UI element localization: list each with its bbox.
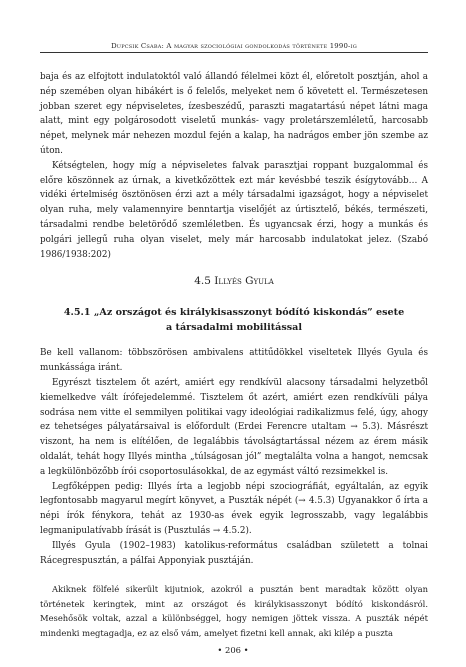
running-head: Dupcsik Csaba: A magyar szociológiai gondolkodás története 1990-ig — [40, 41, 428, 53]
paragraph-spacer — [40, 568, 428, 582]
subsection-title — [40, 305, 428, 335]
body-paragraph: Illyés Gyula (1902–1983) katolikus-református családban született a tolnai Rácegrespusztán, a pálfai Apponyiak pusztáján. — [40, 540, 428, 566]
subsection-title-line: a társadalmi mobilitással — [165, 322, 303, 334]
body-paragraph: Egyrészt tisztelem őt azért, amiért egy rendkívül alacsony társadalmi helyzetből kiemelkedve vált írófejedelemmé. Tisztelem őt azért, amiért ezen rendkívüli pálya sodrása nem vitte el semmilyen politikai vagy ideológiai radikalizmus felé, úgy, ahogy ez tehetséges pályatársaival is előfordult (Erdei Ferencre utaltam → 5.3). Másrészt viszont, ha nem is elítélően, de legalábbis távolságtartással nézem az érem másik oldalát, tehát hogy Illyés mintha „túlságosan jól” megtalálta volna a hangot, nemcsak a legkülönbözőbb írói csoportosulásokkal, de az egymást váltó rezsimekkel is. — [40, 377, 428, 477]
section-title: 4.5 Illyés Gyula — [194, 275, 274, 288]
body-paragraph: Kétségtelen, hogy míg a népviseletes falvak parasztjai roppant buzgalommal és előre köszönnek az úrnak, a kivetkőzöttek ezt már kevésbbé teszik ésígytovább… A vidéki értelmiség ösztönösen érzi azt a mély társadalmi igazságot, hogy a népviselet olyan ruha, mely valamennyire benntartja viselőjét az úrtisztelő, békés, természeti, társadalmi rendbe beletörődő szemléletben. És ugyancsak érzi, hogy a munkás és polgári jellegű ruha olyan viselet, mely már harcosabb indulatokat jelez. (Szabó 1986/1938:202) — [40, 160, 428, 260]
body-paragraph: baja és az elfojtott indulatoktól való állandó félelmei közt él, előretolt posztján, ahol a nép szemében olyan hibákért is ő felelős, melyeket nem ő követett el. Természetesen jobban szeret egy népviseletes, ízesbeszédű, paraszti magatartású népet látni maga alatt, mint egy polgárosodott viseletű munkás- vagy proletárszemléletű, harcosabb népet, melynek már nehezen mozdul fején a kalap, ha nadrágos ember jön szembe az úton. — [40, 72, 428, 156]
body-paragraph: Legfőképpen pedig: Illyés írta a legjobb népi szociográfiát, egyáltalán, az egyik legfontosabb magyarul megírt könyvet, a Puszták népét (→ 4.5.3) Ugyanakkor ő írta a népi írók fénykora, tehát az 1930-as évek egyik legrosszabb, vagy legalábbis legmanipulatívabb írását is (Pusztulás → 4.5.2). — [40, 481, 428, 536]
subsection-title-line: 4.5.1 „Az országot és királykisasszonyt bódító kiskondás” esete — [63, 307, 405, 319]
body-paragraph: Be kell vallanom: többszörösen ambivalens attitűdökkel viseltetek Illyés Gyula és munkássága iránt. — [40, 348, 428, 374]
page-number: • 206 • — [217, 645, 249, 655]
block-quote: Akiknek fölfelé sikerült kijutniok, azokról a pusztán bent maradtak között olyan történetek keringtek, mint az országot és királykisasszonyt bódító kiskondásról. Mesehősök voltak, azzal a különbséggel, hogy nemigen jöttek vissza. A puszták népét mindenki megtagadja, ez az első vám, amelyet fizetni kell annak, aki kilép a puszta — [40, 584, 428, 638]
